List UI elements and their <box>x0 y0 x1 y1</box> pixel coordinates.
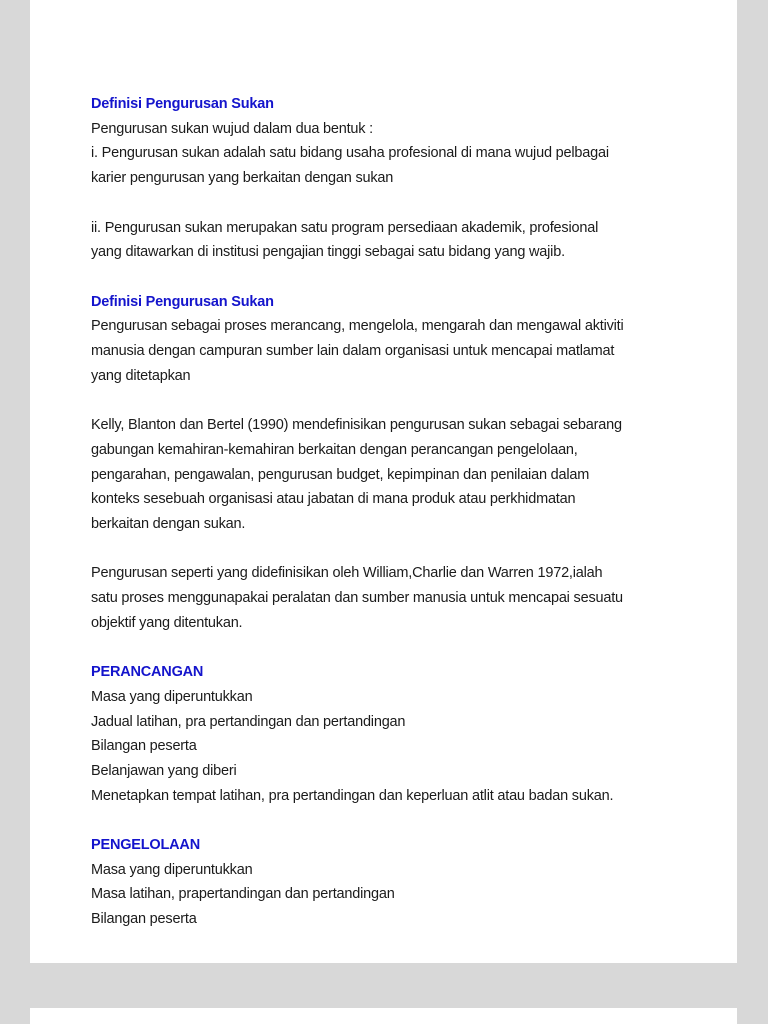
text-line: karier pengurusan yang berkaitan dengan sukan <box>91 170 394 187</box>
paragraph <box>91 561 709 635</box>
paragraph <box>91 685 709 809</box>
text-line: satu proses menggunapakai peralatan dan sumber manusia untuk mencapai sesuatu <box>91 590 623 606</box>
text-line: Menetapkan tempat latihan, pra pertandingan dan keperluan atlit atau badan sukan. <box>91 787 614 804</box>
text-line: yang ditawarkan di institusi pengajian tinggi sebagai satu bidang yang wajib. <box>91 244 565 261</box>
section-heading: Definisi Pengurusan Sukan <box>91 293 274 310</box>
text-line: manusia dengan campuran sumber lain dalam organisasi untuk mencapai matlamat <box>91 343 615 359</box>
text-line: Bilangan peserta <box>91 738 197 755</box>
text-line: i. Pengurusan sukan adalah satu bidang usaha profesional di mana wujud pelbagai <box>91 145 609 162</box>
text-line: objektif yang ditentukan. <box>91 614 243 631</box>
text-line: Masa yang diperuntukkan <box>91 688 253 705</box>
text-line: berkaitan dengan sukan. <box>91 515 246 532</box>
document-page <box>30 0 737 963</box>
text-line: konteks sesebuah organisasi atau jabatan di mana produk atau perkhidmatan <box>91 491 576 508</box>
paragraph <box>91 216 709 265</box>
text-line: Pengurusan sebagai proses merancang, mengelola, mengarah dan mengawal aktiviti <box>91 318 624 335</box>
text-line: Belanjawan yang diberi <box>91 762 237 779</box>
paragraph <box>91 858 709 932</box>
section-heading: PENGELOLAAN <box>91 837 200 853</box>
text-line: yang ditetapkan <box>91 367 191 384</box>
section-definisi-1 <box>91 92 709 265</box>
section-heading: Definisi Pengurusan Sukan <box>91 96 274 112</box>
next-page-edge <box>30 1008 737 1024</box>
section-perancangan <box>91 660 709 808</box>
section-heading: PERANCANGAN <box>91 664 204 681</box>
text-line: gabungan kemahiran-kemahiran berkaitan dengan perancangan pengelolaan, <box>91 441 578 458</box>
text-line: pengarahan, pengawalan, pengurusan budget, kepimpinan dan penilaian dalam <box>91 466 590 483</box>
text-line: ii. Pengurusan sukan merupakan satu program persediaan akademik, profesional <box>91 219 599 236</box>
section-definisi-2 <box>91 290 709 636</box>
paragraph <box>91 413 709 537</box>
text-line: Kelly, Blanton dan Bertel (1990) mendefinisikan pengurusan sukan sebagai sebarang <box>91 417 622 434</box>
text-line: Bilangan peserta <box>91 911 197 928</box>
text-line: Pengurusan seperti yang didefinisikan oleh William,Charlie dan Warren 1972,ialah <box>91 565 603 582</box>
paragraph <box>91 314 709 388</box>
section-pengelolaan <box>91 833 709 932</box>
text-line: Pengurusan sukan wujud dalam dua bentuk : <box>91 120 373 137</box>
paragraph <box>91 117 709 191</box>
text-line: Jadual latihan, pra pertandingan dan pertandingan <box>91 713 406 730</box>
text-line: Masa latihan, prapertandingan dan pertandingan <box>91 886 395 903</box>
text-line: Masa yang diperuntukkan <box>91 861 253 878</box>
